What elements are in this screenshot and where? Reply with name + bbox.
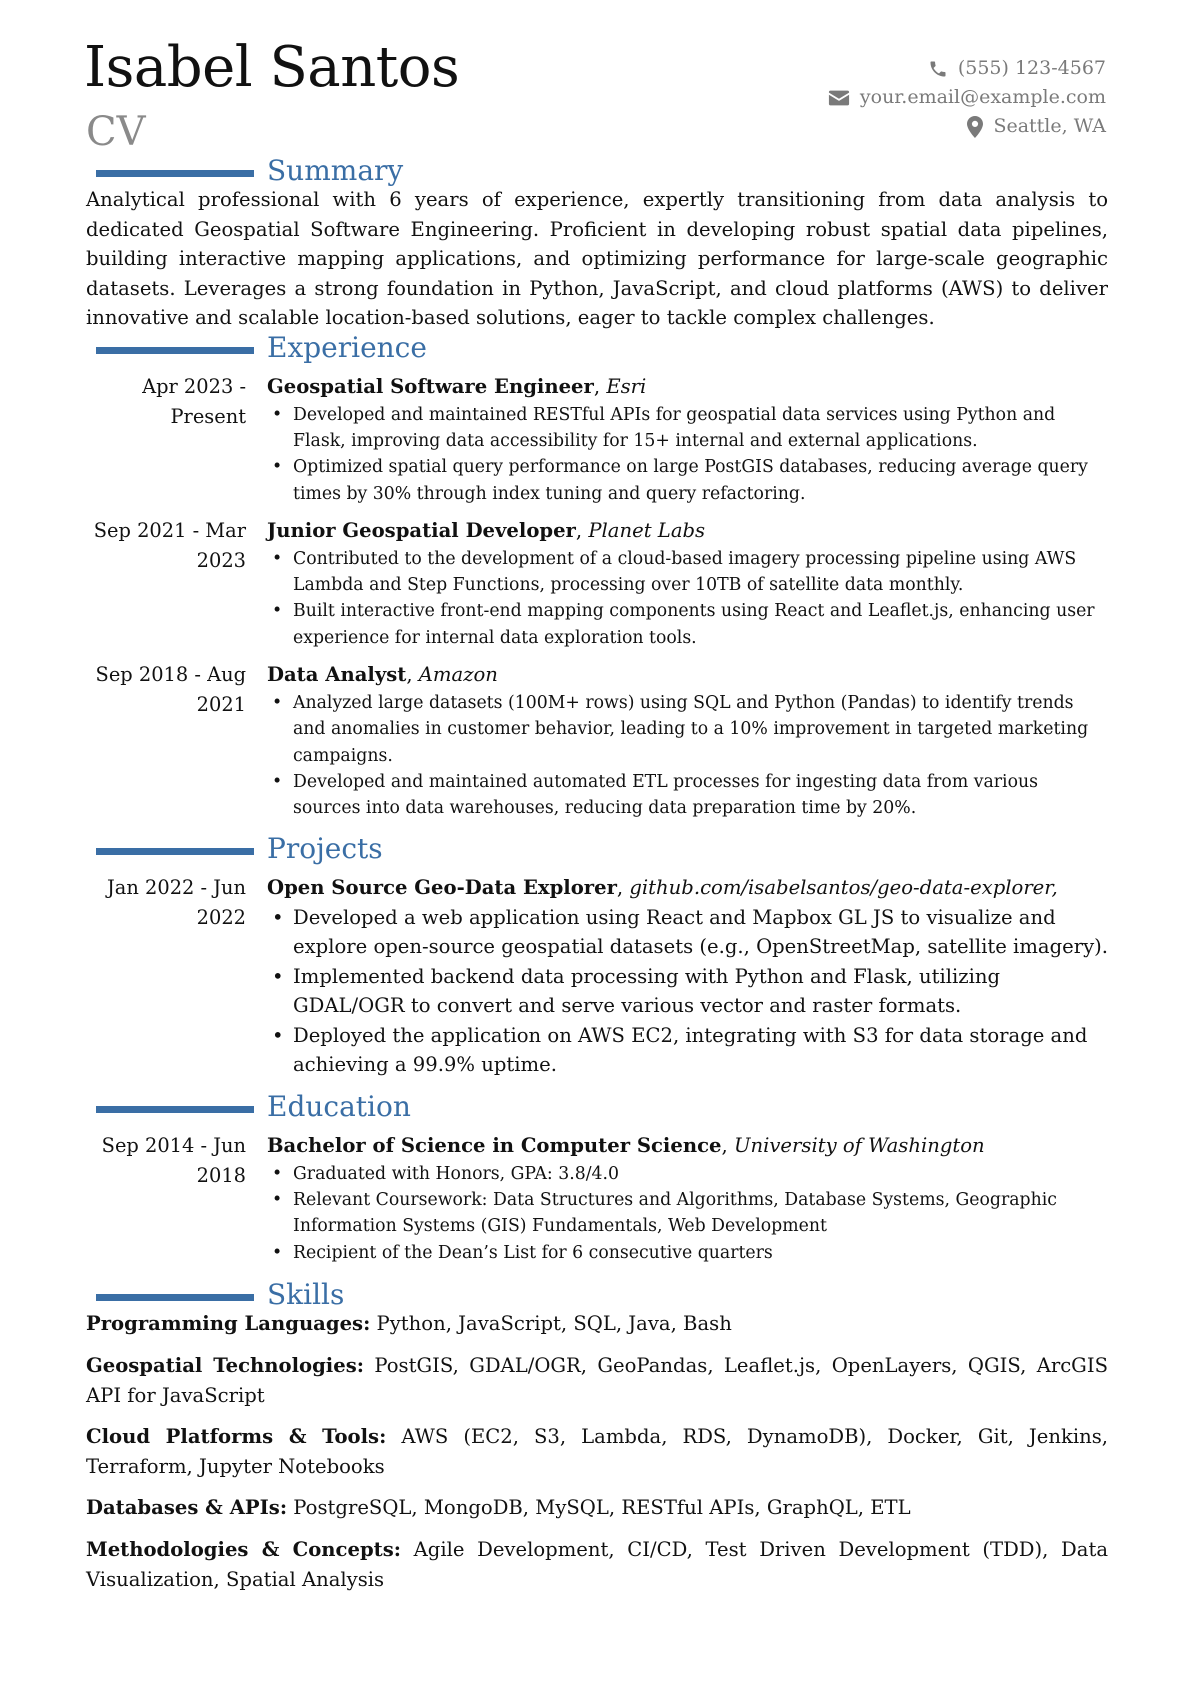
bullet-item: • Graduated with Honors, GPA: 3.8/4.0	[267, 1161, 1110, 1187]
entry-heading	[267, 873, 1110, 903]
entry-organization: Planet Labs	[588, 519, 706, 543]
skill-value: Python, JavaScript, SQL, Java, Bash	[376, 1312, 732, 1335]
skill-value: PostGIS, GDAL/OGR, GeoPandas, Leaflet.js, OpenLayers, QGIS, ArcGIS API for JavaScript	[86, 1354, 1108, 1407]
skill-value: PostgreSQL, MongoDB, MySQL, RESTful APIs, GraphQL, ETL	[293, 1496, 911, 1519]
entry-organization: Esri	[606, 375, 647, 398]
entry-title: Bachelor of Science in Computer Science	[267, 1134, 722, 1157]
section-rule	[96, 347, 254, 354]
entry-separator: ,	[575, 519, 589, 543]
bullet-item: • Developed and maintained RESTful APIs for geospatial data services using Python and Flask, improving data accessibility for 15+ internal and external applications.	[267, 402, 1110, 455]
entry-organization: Amazon	[418, 663, 498, 687]
bullet-list	[267, 903, 1110, 1080]
experience-entry	[0, 660, 1190, 822]
entry-separator: ,	[616, 876, 630, 899]
section-title-education: Education	[267, 1090, 411, 1123]
bullet-list	[267, 546, 1110, 652]
bullet-item: • Implemented backend data processing with Python and Flask, utilizing GDAL/OGR to convert and serve various vector and raster formats.	[267, 962, 1110, 1021]
education-list	[0, 1131, 1190, 1266]
experience-list	[0, 372, 1190, 822]
skill-row	[86, 1493, 1108, 1523]
experience-section-header	[0, 333, 1190, 367]
contact-info	[828, 54, 1106, 141]
entry-date: Sep 2018 - Aug 2021	[95, 663, 246, 716]
experience-entry	[0, 372, 1190, 507]
bullet-item: • Built interactive front-end mapping components using React and Leaflet.js, enhancing user experience for internal data exploration tools.	[267, 598, 1110, 651]
skill-label: Cloud Platforms & Tools:	[86, 1425, 387, 1448]
entry-separator: ,	[406, 663, 419, 687]
bullet-item: • Developed and maintained automated ETL processes for ingesting data from various sources into data warehouses, reducing data preparation time by 20%.	[267, 769, 1110, 822]
experience-entry	[0, 516, 1190, 651]
location-text: Seattle, WA	[993, 115, 1106, 137]
skill-row	[86, 1422, 1108, 1481]
entry-date: Jan 2022 - Jun 2022	[107, 876, 246, 929]
section-rule	[96, 1106, 254, 1113]
entry-body	[267, 372, 1110, 507]
skill-row	[86, 1351, 1108, 1410]
entry-heading	[267, 372, 1110, 402]
bullet-item: • Contributed to the development of a cloud-based imagery processing pipeline using AWS Lambda and Step Functions, processing over 10TB of satellite data monthly.	[267, 546, 1110, 599]
entry-organization: University of Washington	[733, 1134, 985, 1157]
entry-body	[267, 516, 1110, 651]
entry-heading	[267, 1131, 1110, 1161]
education-entry	[0, 1131, 1190, 1266]
entry-heading	[267, 660, 1110, 690]
entry-separator: ,	[721, 1134, 734, 1157]
skill-label: Methodologies & Concepts:	[86, 1538, 401, 1561]
section-title-projects: Projects	[267, 832, 383, 865]
entry-title: Data Analyst	[267, 663, 407, 687]
section-title-summary: Summary	[267, 154, 404, 187]
skill-value: Agile Development, CI/CD, Test Driven Development (TDD), Data Visualization, Spatial Analysis	[86, 1538, 1108, 1591]
bullet-item: • Analyzed large datasets (100M+ rows) using SQL and Python (Pandas) to identify trends and anomalies in customer behavior, leading to a 10% improvement in targeted marketing campaigns.	[267, 690, 1110, 769]
projects-entry	[0, 873, 1190, 1080]
skill-label: Programming Languages:	[86, 1312, 371, 1335]
entry-date: Sep 2014 - Jun 2018	[101, 1134, 246, 1187]
bullet-list	[267, 402, 1110, 508]
entry-heading	[267, 516, 1110, 546]
bullet-item: • Developed a web application using React and Mapbox GL JS to visualize and explore open-source geospatial datasets (e.g., OpenStreetMap, satellite imagery).	[267, 903, 1110, 962]
entry-date: Apr 2023 - Present	[142, 375, 246, 428]
person-name: Isabel Santos	[84, 35, 460, 100]
entry-title: Open Source Geo-Data Explorer	[267, 876, 617, 899]
envelope-icon	[828, 89, 850, 107]
entry-body	[267, 660, 1110, 822]
bullet-list	[267, 1161, 1110, 1267]
contact-location	[828, 112, 1106, 141]
skill-row	[86, 1309, 1108, 1339]
entry-separator: ,	[593, 375, 607, 398]
contact-email	[828, 83, 1106, 112]
entry-title: Junior Geospatial Developer	[267, 519, 576, 543]
section-rule	[96, 848, 254, 855]
skill-label: Databases & APIs:	[86, 1496, 288, 1519]
contact-phone	[828, 54, 1106, 83]
bullet-item: • Relevant Coursework: Data Structures and Algorithms, Database Systems, Geographic Information Systems (GIS) Fundamentals, Web Development	[267, 1187, 1110, 1240]
entry-body	[267, 1131, 1110, 1266]
skill-label: Geospatial Technologies:	[86, 1354, 364, 1377]
bullet-list	[267, 690, 1110, 822]
bullet-item: • Deployed the application on AWS EC2, integrating with S3 for data storage and achieving a 99.9% uptime.	[267, 1021, 1110, 1080]
projects-section-header	[0, 834, 1190, 868]
entry-trailing-comma: ,	[1051, 876, 1058, 899]
section-title-skills: Skills	[267, 1278, 345, 1311]
projects-list	[0, 873, 1190, 1080]
entry-organization[interactable]: github.com/isabelsantos/geo-data-explorer	[629, 876, 1052, 899]
map-marker-icon	[967, 116, 983, 138]
phone-text[interactable]: (555) 123-4567	[957, 57, 1106, 79]
education-section-header	[0, 1092, 1190, 1126]
bullet-item: • Recipient of the Dean’s List for 6 consecutive quarters	[267, 1240, 1110, 1266]
phone-icon	[928, 59, 948, 79]
skill-value: AWS (EC2, S3, Lambda, RDS, DynamoDB), Docker, Git, Jenkins, Terraform, Jupyter Notebooks	[86, 1425, 1108, 1478]
section-rule	[96, 1294, 254, 1301]
entry-title: Geospatial Software Engineer	[267, 375, 594, 398]
entry-date: Sep 2021 - Mar 2023	[93, 519, 246, 572]
section-title-experience: Experience	[267, 331, 427, 364]
email-text[interactable]: your.email@example.com	[859, 86, 1106, 108]
summary-text: Analytical professional with 6 years of experience, expertly transitioning from data analysis to dedicated Geospatial Software Engineering. Proficient in developing robust spatial data pipelines, building interactive mapping applications, and optimizing performance for large-scale geographic datasets. Leverages a strong foundation in Python, JavaScript, and cloud platforms (AWS) to deliver innovative and scalable location-based solutions, eager to tackle complex challenges.	[86, 188, 1108, 330]
document-subtitle: CV	[86, 109, 146, 155]
skill-row	[86, 1535, 1108, 1594]
entry-body	[267, 873, 1110, 1080]
bullet-item: • Optimized spatial query performance on large PostGIS databases, reducing average query times by 30% through index tuning and query refactoring.	[267, 454, 1110, 507]
section-rule	[96, 170, 254, 177]
